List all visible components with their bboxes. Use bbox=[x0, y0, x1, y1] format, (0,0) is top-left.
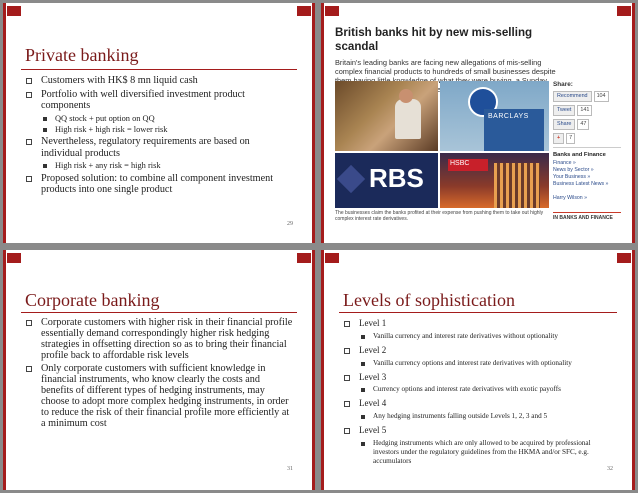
level-description: Any hedging instruments falling outside Levels 1, 2, 3 and 5 bbox=[341, 412, 613, 421]
plus-row bbox=[553, 133, 621, 143]
bullet-item: Proposed solution: to combine all component investment products into one single product bbox=[23, 173, 293, 196]
title-rule bbox=[21, 69, 297, 70]
level-item: Level 5 bbox=[341, 425, 613, 436]
slide-border-right bbox=[312, 3, 315, 243]
slide-title: Levels of sophistication bbox=[343, 290, 515, 310]
rbs-photo bbox=[335, 153, 438, 208]
sub-bullet-item: QQ stock + put option on QQ bbox=[23, 114, 293, 124]
linkedin-count: 47 bbox=[577, 119, 589, 130]
level-item: Level 3 bbox=[341, 372, 613, 383]
bullet-item: Corporate customers with higher risk in their financial profile essentially demand correspondingly higher risk hedging strategies in offsetting direction so as to bring their financial profile back to affordable risk levels bbox=[23, 317, 293, 361]
slide-border-right bbox=[312, 250, 315, 490]
shopkeeper-head bbox=[399, 89, 413, 103]
market-stall-photo bbox=[335, 81, 438, 151]
sub-bullet-item: High risk + any risk = high risk bbox=[23, 161, 293, 171]
levels-list bbox=[341, 318, 613, 470]
barclays-photo bbox=[440, 81, 549, 151]
page-number: 32 bbox=[607, 466, 613, 472]
divider bbox=[553, 147, 621, 148]
level-description: Vanilla currency options and interest rate derivatives with optionality bbox=[341, 359, 613, 368]
slide-corner-left bbox=[325, 6, 339, 16]
google-plus-icon[interactable]: + bbox=[553, 133, 564, 144]
slide-corner-right bbox=[297, 253, 311, 263]
slide-corporate-banking bbox=[3, 250, 315, 490]
page-number: 29 bbox=[287, 221, 293, 227]
slide-border-right bbox=[632, 250, 635, 490]
author-link[interactable]: Harry Wilson » bbox=[553, 195, 588, 201]
section-footer: IN BANKS AND FINANCE bbox=[553, 215, 613, 221]
page-number: 31 bbox=[287, 466, 293, 472]
hsbc-sign: HSBC bbox=[450, 160, 470, 167]
recommend-row bbox=[553, 91, 621, 101]
sidebar-section-title: Banks and Finance bbox=[553, 152, 606, 158]
shopkeeper-figure bbox=[395, 99, 421, 139]
slide-title: Private banking bbox=[25, 45, 139, 65]
slide-corner-right bbox=[617, 6, 631, 16]
slide-title: Corporate banking bbox=[25, 290, 160, 310]
linkedin-share-button[interactable]: Share bbox=[553, 119, 575, 130]
bullet-item: Customers with HK$ 8 mn liquid cash bbox=[23, 75, 293, 87]
sidebar-link-your-business[interactable]: Your Business » bbox=[553, 174, 591, 180]
slide-corner-left bbox=[7, 6, 21, 16]
share-label: Share: bbox=[553, 81, 573, 88]
tweet-row bbox=[553, 105, 621, 115]
tweet-button[interactable]: Tweet bbox=[553, 105, 575, 116]
rbs-logo-mark bbox=[337, 165, 365, 193]
slide-corner-right bbox=[617, 253, 631, 263]
article-headline: British banks hit by new mis-selling scandal bbox=[335, 26, 533, 53]
slide-corner-right bbox=[297, 6, 311, 16]
photo-caption: The businesses claim the banks profited at their expense from pushing them to take out highly complex interest rate derivatives. bbox=[335, 210, 544, 222]
level-description: Currency options and interest rate derivatives with exotic payoffs bbox=[341, 385, 613, 394]
rbs-sign: RBS bbox=[369, 163, 424, 193]
hsbc-tower bbox=[494, 163, 540, 208]
slide-levels-of-sophistication bbox=[321, 250, 635, 490]
level-item: Level 4 bbox=[341, 398, 613, 409]
linkedin-row bbox=[553, 119, 621, 129]
bullet-list bbox=[23, 317, 293, 431]
sidebar-link-latest-news[interactable]: Business Latest News » bbox=[553, 181, 609, 187]
recommend-button[interactable]: Recommend bbox=[553, 91, 592, 102]
slide-border-left bbox=[3, 250, 6, 490]
share-sidebar bbox=[553, 81, 621, 221]
title-rule bbox=[339, 312, 617, 313]
recommend-count: 104 bbox=[594, 91, 609, 102]
bullet-item: Only corporate customers with sufficient knowledge in financial instruments, who know clearly the costs and benefits of different types of hedging instruments, may choose to adopt more complex hedging instruments, in order to reduce the risk of their financial profile more efficiently at a minimum cost bbox=[23, 363, 293, 429]
slide-news-article bbox=[321, 3, 635, 243]
level-description: Vanilla currency and interest rate derivatives without optionality bbox=[341, 332, 613, 341]
bullet-list bbox=[23, 75, 293, 198]
barclays-sign: BARCLAYS bbox=[488, 113, 529, 120]
sub-bullet-item: High risk + high risk = lower risk bbox=[23, 125, 293, 135]
slide-corner-left bbox=[7, 253, 21, 263]
slide-border-left bbox=[321, 250, 324, 490]
level-item: Level 2 bbox=[341, 345, 613, 356]
title-rule bbox=[21, 312, 297, 313]
plus-count: 7 bbox=[566, 133, 575, 144]
slide-private-banking bbox=[3, 3, 315, 243]
footer-rule bbox=[553, 212, 621, 213]
slide-corner-left bbox=[325, 253, 339, 263]
slide-border-left bbox=[321, 3, 324, 243]
level-description: Hedging instruments which are only allowed to be acquired by professional investors under the regulatory guidelines from the HKMA and/or SFC, e.g. accumulators bbox=[341, 439, 613, 466]
sidebar-link-news-by-sector[interactable]: News by Sector » bbox=[553, 167, 594, 173]
bullet-item: Portfolio with well diversified investment product components bbox=[23, 89, 293, 112]
slide-border-left bbox=[3, 3, 6, 243]
tweet-count: 141 bbox=[577, 105, 592, 116]
level-item: Level 1 bbox=[341, 318, 613, 329]
bullet-item: Nevertheless, regulatory requirements are based on individual products bbox=[23, 136, 293, 159]
slide-border-right bbox=[632, 3, 635, 243]
sidebar-link-finance[interactable]: Finance » bbox=[553, 160, 576, 166]
hsbc-photo bbox=[440, 153, 549, 208]
article-standfirst: Britain's leading banks are facing new allegations of mis-selling complex financial products to hundreds of small businesses despite bbox=[335, 58, 556, 76]
